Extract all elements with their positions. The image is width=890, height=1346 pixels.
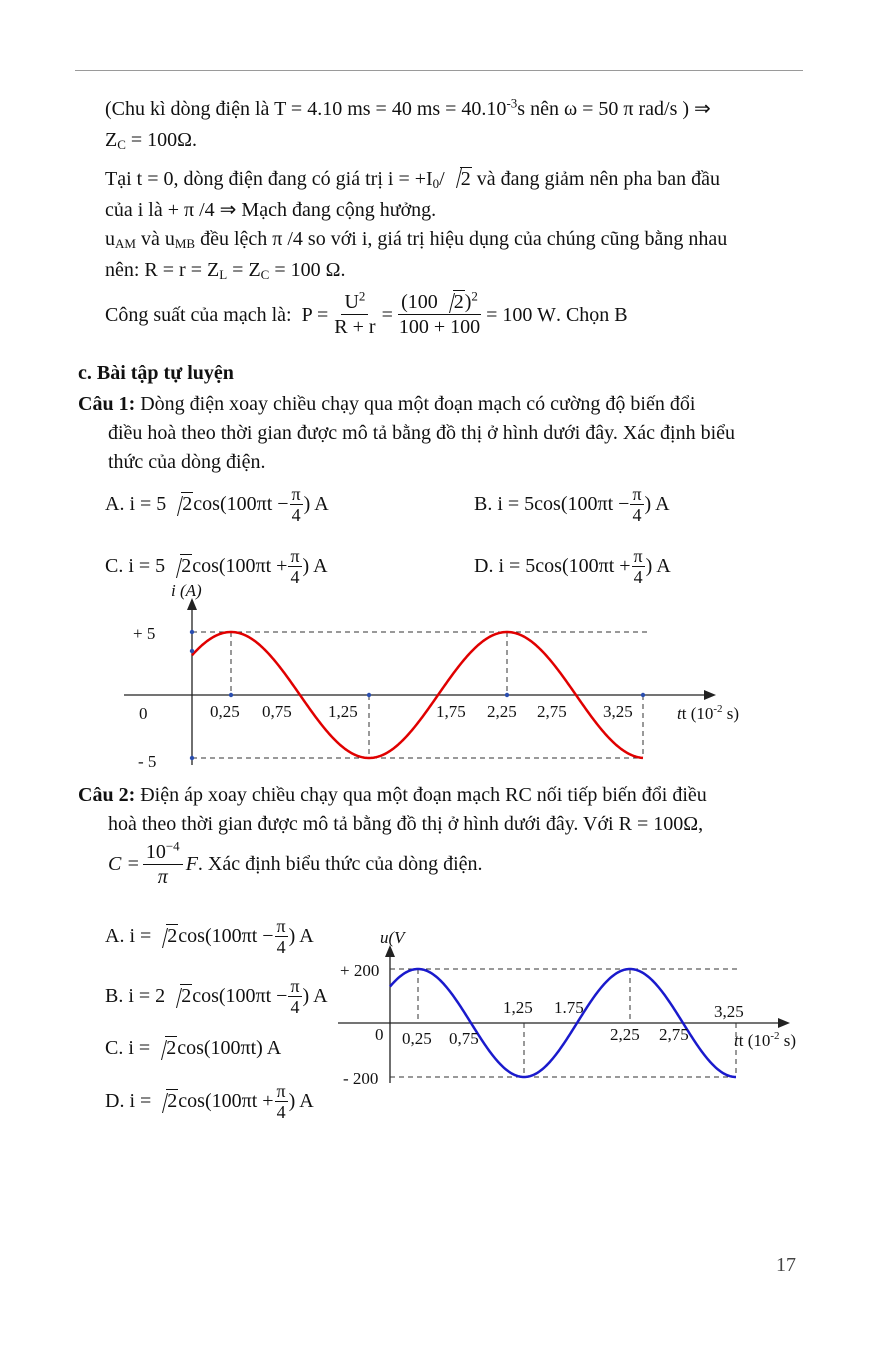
- solution-line-2: $Z_C = 100\Omega$.: [105, 129, 198, 152]
- graph-1-y-top: + 5: [133, 624, 156, 643]
- solution-line-1: (Chu kì dòng điện là T = 4.10 ms = 40 ms = $40.10^{-3}s$ nên ω = 50 π rad/s ) ⇒: [105, 95, 711, 120]
- solution-line-4: của i là + π /4 ⇒ Mạch đang cộng hưởng.: [105, 199, 437, 221]
- graph-2-y-label: u(V: [380, 928, 405, 947]
- q2-option-c[interactable]: C. i = 2 cos(100πt) A: [105, 1037, 282, 1059]
- q1-option-d[interactable]: D. i = 5cos(100πt + $\frac{\pi}{4}$ ) A: [474, 546, 671, 587]
- section-heading: c. Bài tập tự luyện: [78, 362, 234, 384]
- power-formula: Công suất của mạch là: P = $\frac{U^2}{R + r}$ = $\frac{(100 2)^2}{100 + 100}$ = 100 W . Chọn B: [105, 288, 628, 338]
- graph-1-tick: 2,25: [487, 702, 517, 721]
- graph-1-tick: 1,25: [328, 702, 358, 721]
- graph-2-x-label: tt ($10^{-2}$ s): [734, 1030, 797, 1050]
- graph-1-y-bottom: - 5: [138, 752, 157, 771]
- q1-option-c[interactable]: C. i = 5 2 cos(100πt + $\frac{\pi}{4}$ ) A: [105, 546, 328, 587]
- graph-1-origin: 0: [139, 704, 148, 723]
- solution-line-6: nên: $R = r = Z_L = Z_C = 100$ Ω.: [105, 259, 346, 282]
- graph-1-x-label: tt ($10^{-2}$ s): [677, 703, 740, 723]
- question-1: Câu 1: Dòng điện xoay chiều chạy qua một đoạn mạch có cường độ biến đổi điều hoà theo thời gian được mô tả bằng đồ thị ở hình dưới đây. Xác định biểu thức của dòng điện.: [78, 393, 736, 473]
- graph-2-tick: 0,25: [402, 1029, 432, 1048]
- q1-option-b[interactable]: B. i = 5cos(100πt − $\frac{\pi}{4}$ ) A: [474, 484, 670, 525]
- q2-option-b[interactable]: B. i = 2 2 cos(100πt − $\frac{\pi}{4}$ ) A: [105, 976, 328, 1017]
- graph-2-y-top: + 200: [340, 961, 380, 980]
- graph-1-tick: 3,25: [603, 702, 633, 721]
- power-fraction-2: $\frac{(100 2)^2}{100 + 100}$: [398, 288, 481, 338]
- q1-option-a[interactable]: A. i = 5 2 cos(100πt − $\frac{\pi}{4}$ ) A: [105, 484, 329, 525]
- q2-capacitance: C = $\frac{10^{-4}}{\pi}$ F . Xác định biểu thức của dòng điện.: [108, 838, 483, 888]
- graph-1-tick: 2,75: [537, 702, 567, 721]
- q2-option-d[interactable]: D. i = 2 cos(100πt + $\frac{\pi}{4}$ ) A: [105, 1081, 314, 1122]
- question-2: Câu 2: Điện áp xoay chiều chạy qua một đoạn mạch RC nối tiếp biến đổi điều hoà theo thời gian được mô tả bằng đồ thị ở hình dưới đây. Với R = 100Ω,: [78, 784, 707, 835]
- graph-2-y-bottom: - 200: [343, 1069, 379, 1088]
- graph-2-tick: 0,75: [449, 1029, 479, 1048]
- question-1-label: Câu 1:: [78, 393, 136, 415]
- page-number: 17: [776, 1254, 796, 1276]
- graph-1-y-label: i (A): [171, 581, 202, 600]
- graph-1-tick: 0,25: [210, 702, 240, 721]
- graph-2-tick: 1.75: [554, 998, 584, 1017]
- graph-2-x-arrow: [778, 1018, 790, 1028]
- question-2-label: Câu 2:: [78, 784, 136, 806]
- solution-line-5: $u_{AM}$ và $u_{MB}$ đều lệch π /4 so với i, giá trị hiệu dụng của chúng cũng bằng nhau: [105, 228, 728, 251]
- graph-2-tick: 2,75: [659, 1025, 689, 1044]
- graph-2-origin: 0: [375, 1025, 384, 1044]
- solution-line-3: Tại t = 0, dòng điện đang có giá trị $i = +I_0/$ 2 và đang giảm nên pha ban đầu: [105, 165, 727, 194]
- graph-2-tick: 1,25: [503, 998, 533, 1017]
- q2-option-a[interactable]: A. i = 2 cos(100πt − $\frac{\pi}{4}$ ) A: [105, 916, 314, 957]
- graph-2-tick: 3,25: [714, 1002, 744, 1021]
- power-fraction-1: $\frac{U^2}{R + r}$: [334, 288, 376, 338]
- graph-1-tick: 0,75: [262, 702, 292, 721]
- graph-2-tick: 2,25: [610, 1025, 640, 1044]
- graph-1-tick: 1,75: [436, 702, 466, 721]
